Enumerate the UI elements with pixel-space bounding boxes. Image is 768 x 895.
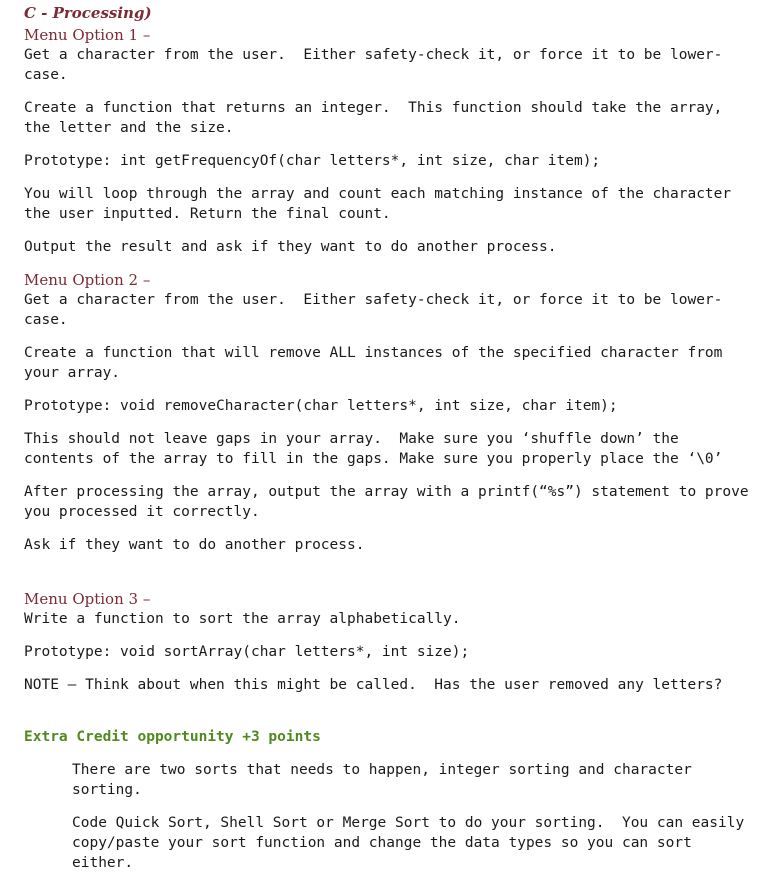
option-2-paragraph-4: This should not leave gaps in your array. Make sure you ‘shuffle down’ the contents of the array to fill in the gaps. Make sure you properly place the ‘\0’: [24, 431, 723, 467]
option-2-paragraph-2: Create a function that will remove ALL instances of the specified character from your array.: [24, 345, 732, 381]
option-2-paragraph-6: Ask if they want to do another process.: [24, 537, 365, 553]
option-1-paragraph-4: You will loop through the array and count each matching instance of the character the user inputted. Return the final count.: [24, 186, 740, 222]
extra-credit-title: Extra Credit opportunity +3 points: [24, 729, 321, 745]
option-1-paragraph-2: Create a function that returns an integer. This function should take the array, the letter and the size.: [24, 100, 732, 136]
menu-option-3-heading: Menu Option 3 –: [24, 590, 151, 608]
option-1-paragraph-1: Get a character from the user. Either safety-check it, or force it to be lower-case.: [24, 47, 723, 83]
extra-credit-paragraph-2: Code Quick Sort, Shell Sort or Merge Sort to do your sorting. You can easily copy/paste your sort function and change the data types so you can sort either.: [72, 815, 753, 871]
extra-credit-paragraph-1: There are two sorts that needs to happen, integer sorting and character sorting.: [72, 762, 701, 798]
option-2-prototype: Prototype: void removeCharacter(char letters*, int size, char item);: [24, 398, 618, 414]
option-3-note: NOTE – Think about when this might be called. Has the user removed any letters?: [24, 677, 723, 693]
menu-option-1-heading: Menu Option 1 –: [24, 26, 151, 44]
option-3-paragraph-1: Write a function to sort the array alphabetically.: [24, 611, 461, 627]
option-1-paragraph-5: Output the result and ask if they want to do another process.: [24, 239, 557, 255]
menu-option-2-heading: Menu Option 2 –: [24, 271, 151, 289]
option-2-paragraph-1: Get a character from the user. Either safety-check it, or force it to be lower-case.: [24, 292, 723, 328]
option-2-paragraph-5: After processing the array, output the array with a printf(“%s”) statement to prove you processed it correctly.: [24, 484, 758, 520]
option-1-prototype: Prototype: int getFrequencyOf(char letters*, int size, char item);: [24, 153, 601, 169]
option-3-prototype: Prototype: void sortArray(char letters*, int size);: [24, 644, 470, 660]
document-page: [24, 4, 758, 873]
section-title: C - Processing): [24, 4, 152, 22]
